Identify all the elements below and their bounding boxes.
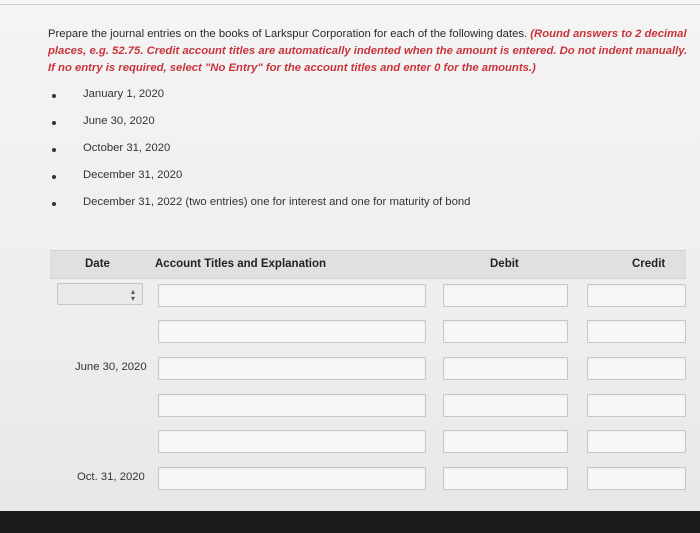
credit-input[interactable] <box>587 467 686 490</box>
row-date-label: June 30, 2020 <box>75 361 147 373</box>
date-select[interactable] <box>57 283 143 305</box>
debit-input[interactable] <box>443 284 568 307</box>
credit-input[interactable] <box>587 430 686 453</box>
credit-input[interactable] <box>587 320 686 343</box>
header-debit: Debit <box>490 258 519 270</box>
bullet-icon <box>52 175 56 179</box>
credit-input[interactable] <box>587 284 686 307</box>
account-title-input[interactable] <box>158 467 426 490</box>
debit-input[interactable] <box>443 357 568 380</box>
header-account-titles: Account Titles and Explanation <box>155 258 327 270</box>
credit-input[interactable] <box>587 357 686 380</box>
bullet-icon <box>52 94 56 98</box>
journal-table-header <box>50 250 686 279</box>
top-divider <box>0 4 700 5</box>
debit-input[interactable] <box>443 467 568 490</box>
debit-input[interactable] <box>443 394 568 417</box>
debit-input[interactable] <box>443 320 568 343</box>
account-title-input[interactable] <box>158 357 426 380</box>
header-credit: Credit <box>632 258 666 270</box>
bullet-icon <box>52 121 56 125</box>
instructions-lead: Prepare the journal entries on the books of Larkspur Corporation for each of the following dates. <box>48 28 528 40</box>
debit-input[interactable] <box>443 430 568 453</box>
account-title-input[interactable] <box>158 284 426 307</box>
credit-input[interactable] <box>587 394 686 417</box>
row-date-label: Oct. 31, 2020 <box>77 471 145 483</box>
journal-entry-page: Prepare the journal entries on the books of Larkspur Corporation for each of the following dates. (Round answers to 2 decimal places, e.g. 52.75. Credit account titles are automatically indented when the amount is entered. Do not indent manually. If no entry is required, select "No Entry" for the account titles and enter 0 for the amounts.) January 1, 2020 June 30, 2020 October 31, 2020 December 31, 2020 December 31, 2022 (two entries) one for interest and one for maturity of bond Date Account Titles and Explanation Debit Credit ▴ ▾ June 30, 2020 Oct. 31, 2020 <box>0 0 700 533</box>
bottom-bar <box>0 511 700 533</box>
header-date: Date <box>85 258 110 270</box>
account-title-input[interactable] <box>158 394 426 417</box>
account-title-input[interactable] <box>158 430 426 453</box>
instructions-note: (Round answers to 2 decimal places, e.g. 52.75. Credit account titles are automatically indented when the amount is entered. Do not indent manually. If no entry is required, select "No Entry" for the account titles and enter 0 for the amounts.) <box>48 28 688 74</box>
account-title-input[interactable] <box>158 320 426 343</box>
up-down-arrows-icon: ▴ ▾ <box>130 287 135 303</box>
bullet-icon <box>52 148 56 152</box>
bullet-icon <box>52 202 56 206</box>
instructions <box>48 26 688 77</box>
